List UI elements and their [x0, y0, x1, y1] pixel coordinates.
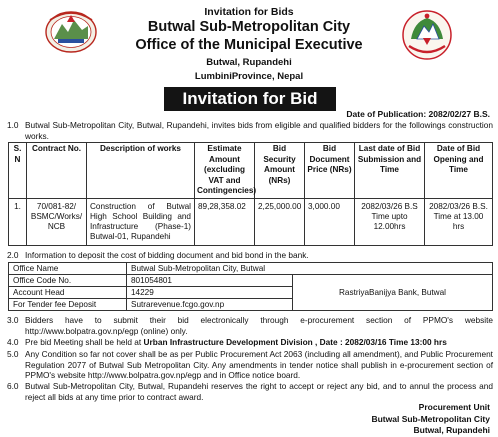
paragraph-text: Butwal Sub-Metropolitan City, Butwal, Rupandehi, invites bids from eligible and qualified bidders for the followings construction works. — [25, 120, 493, 141]
paragraph-4 — [7, 337, 493, 348]
deposit-label: Office Name — [9, 263, 127, 275]
header-sn: S. N — [9, 143, 27, 199]
header-contract-no: Contract No. — [27, 143, 87, 199]
deposit-table — [8, 262, 493, 311]
deposit-label: Office Code No. — [9, 275, 127, 287]
nepal-government-emblem-icon — [400, 8, 454, 62]
signature-office: Butwal Sub-Metropolitan City — [371, 414, 490, 424]
signature-unit: Procurement Unit — [418, 402, 490, 412]
signature-address: Butwal, Rupandehi — [413, 425, 490, 435]
header-doc-price: Bid Document Price (NRs) — [305, 143, 355, 199]
office-name: Office of the Municipal Executive — [135, 37, 363, 53]
paragraph-text-lead: Pre bid Meeting shall be held at — [25, 337, 144, 347]
paragraph-number: 5.0 — [7, 349, 19, 359]
header-last-date: Last date of Bid Submission and Time — [355, 143, 425, 199]
header-description: Description of works — [87, 143, 195, 199]
paragraph-6 — [7, 381, 493, 402]
table-row — [9, 275, 493, 287]
city-name: Butwal Sub-Metropolitan City — [147, 19, 351, 35]
cell-contract-no: 70/081-82/ BSMC/Works/ NCB — [27, 199, 87, 246]
cell-last-date: 2082/03/26 B.S Time upto 12.00hrs — [355, 199, 425, 246]
table-row — [9, 199, 493, 246]
paragraph-number: 3.0 — [7, 315, 19, 325]
paragraph-1 — [7, 120, 493, 141]
paragraph-text: Bidders have to submit their bid electronically through e-procurement section of PPMO's website http://www.bolpatra.gov.np/egp (online) only. — [25, 315, 493, 336]
header-estimate: Estimate Amount (excluding VAT and Contingencies) — [195, 143, 255, 199]
paragraph-text: Butwal Sub-Metropolitan City, Butwal, Rupandehi reserves the right to accept or reject any bid, and to annul the process and reject all bids at any time prior to contract award. — [25, 381, 493, 402]
title-banner: Invitation for Bid — [164, 87, 336, 111]
paragraph-3 — [7, 315, 493, 336]
deposit-value: Butwal Sub-Metropolitan City, Butwal — [127, 263, 493, 275]
paragraph-text — [7, 337, 493, 348]
cell-estimate: 89,28,358.02 — [195, 199, 255, 246]
bank-name: RastriyaBanijya Bank, Butwal — [293, 275, 493, 311]
header-security: Bid Security Amount (NRs) — [255, 143, 305, 199]
publication-date: Date of Publication: 2082/02/27 B.S. — [346, 109, 490, 119]
table-row — [9, 263, 493, 275]
cell-sn: 1. — [9, 199, 27, 246]
header-opening-date: Date of Bid Opening and Time — [425, 143, 493, 199]
paragraph-2 — [7, 250, 493, 261]
paragraph-number: 2.0 — [7, 250, 19, 260]
address-line-2: LumbiniProvince, Nepal — [194, 71, 304, 82]
works-header-row — [9, 143, 493, 199]
address-line-1: Butwal, Rupandehi — [206, 57, 292, 68]
cell-description: Construction of Butwal High School Building and Infrastructure (Phase-1) Butwal-01, Rupandehi — [87, 199, 195, 246]
prebid-meeting-details: Urban Infrastructure Development Division , Date : 2082/03/16 Time 13:00 hrs — [143, 337, 447, 347]
cell-opening-date: 2082/03/26 B.S. Time at 13.00 hrs — [425, 199, 493, 246]
paragraph-text: Any Condition so far not cover shall be as per Public Procurement Act 2063 (including all amendment), and Public Procurement Regulation 2077 of Butwal Sub Metropolitan City. Any amendments in tender notice shall publish in e-procurement section of PPMO's website http://www.bolpatra.gov.np/egp and in Office notice board. — [25, 349, 493, 380]
deposit-value: Sutrarevenue.fcgo.gov.np — [127, 299, 293, 311]
deposit-label: For Tender fee Deposit — [9, 299, 127, 311]
paragraph-number: 6.0 — [7, 381, 19, 391]
paragraph-5 — [7, 349, 493, 381]
deposit-value: 801054801 — [127, 275, 293, 287]
cell-doc-price: 3,000.00 — [305, 199, 355, 246]
deposit-value: 14229 — [127, 287, 293, 299]
notice-kicker: Invitation for Bids — [204, 6, 294, 18]
deposit-label: Account Head — [9, 287, 127, 299]
paragraph-number: 1.0 — [7, 120, 19, 130]
paragraph-number: 4.0 — [7, 337, 19, 347]
works-table — [8, 142, 493, 246]
cell-security: 2,25,000.00 — [255, 199, 305, 246]
municipal-emblem-icon — [44, 8, 98, 54]
paragraph-text: Information to deposit the cost of bidding document and bid bond in the bank. — [25, 250, 309, 260]
